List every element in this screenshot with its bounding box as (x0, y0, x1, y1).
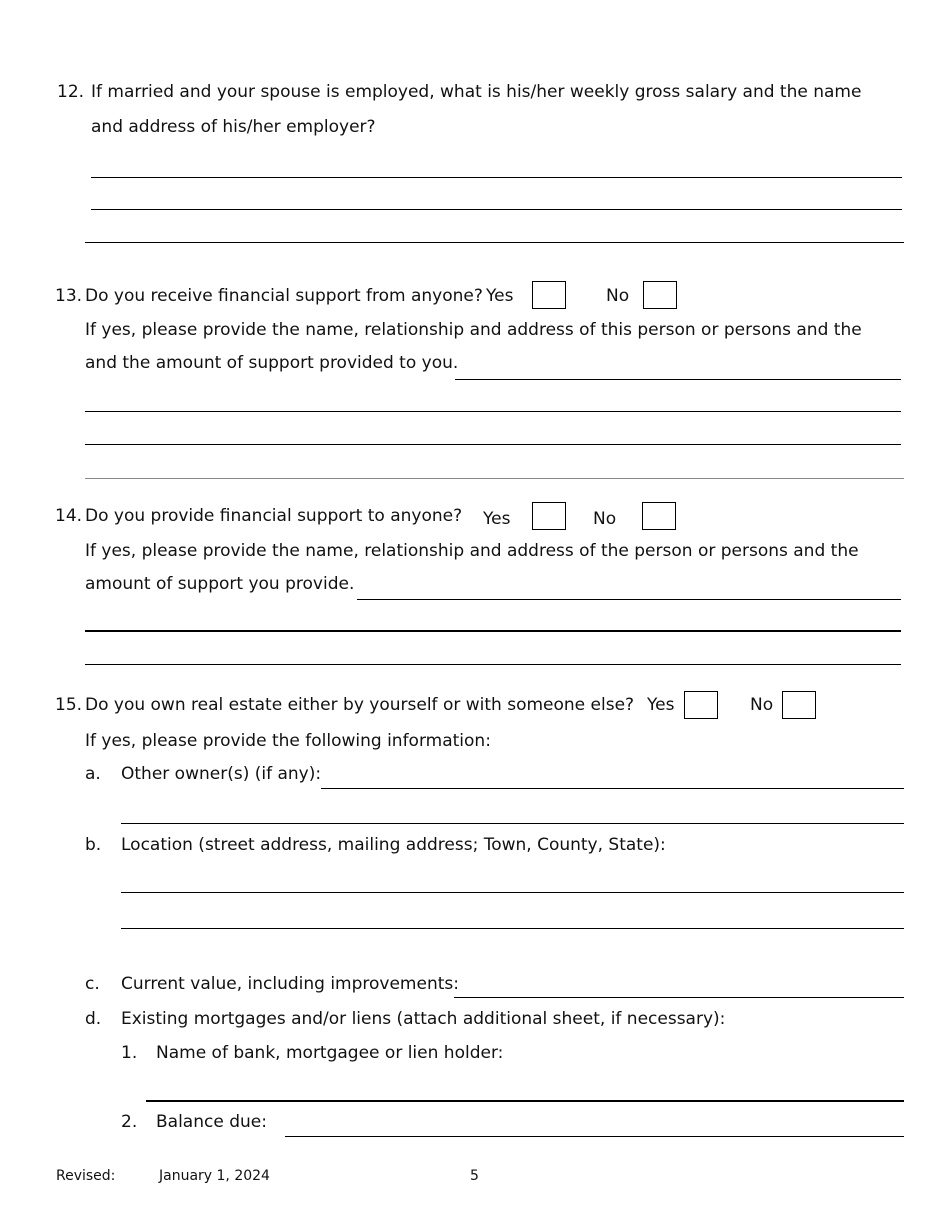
q14-no-checkbox[interactable] (642, 502, 676, 530)
q15b-label: Location (street address, mailing address; Town, County, State): (121, 835, 666, 855)
q15-number: 15. (55, 695, 83, 715)
q15-yes-label: Yes (647, 695, 675, 715)
footer-revised-label: Revised: (56, 1168, 116, 1184)
q14-question: Do you provide financial support to anyone? (85, 506, 463, 526)
q15a-label: Other owner(s) (if any): (121, 764, 322, 784)
q15c-answer-line[interactable] (454, 997, 904, 998)
q13-answer-line-3[interactable] (85, 444, 901, 445)
q15a-letter: a. (85, 764, 101, 784)
q13-text-line2: If yes, please provide the name, relationship and address of this person or persons and the (85, 320, 862, 340)
q15a-answer-line-2[interactable] (121, 823, 904, 824)
q12-answer-line-1[interactable] (91, 177, 902, 178)
q12-answer-line-2[interactable] (91, 209, 902, 210)
q15-intro: If yes, please provide the following information: (85, 731, 491, 751)
q14-yes-checkbox[interactable] (532, 502, 566, 530)
q12-number: 12. (57, 82, 85, 102)
q15b-answer-line-2[interactable] (121, 928, 904, 929)
q15b-answer-line-1[interactable] (121, 892, 904, 893)
q14-text-line2: If yes, please provide the name, relationship and address of the person or persons and the (85, 541, 859, 561)
q15d-item2-num: 2. (121, 1112, 138, 1132)
q15-yes-checkbox[interactable] (684, 691, 718, 719)
q15c-letter: c. (85, 974, 100, 994)
q15a-answer-line-1[interactable] (321, 788, 904, 789)
q13-answer-line-1[interactable] (455, 379, 901, 380)
q15-no-checkbox[interactable] (782, 691, 816, 719)
q14-number: 14. (55, 506, 83, 526)
q12-text-line1: If married and your spouse is employed, what is his/her weekly gross salary and the name (91, 82, 862, 102)
q15d-item1-answer-line[interactable] (146, 1100, 904, 1102)
q15-question: Do you own real estate either by yourself or with someone else? (85, 695, 635, 715)
q12-text-line2: and address of his/her employer? (91, 117, 376, 137)
q13-question: Do you receive financial support from anyone? (85, 286, 483, 306)
q13-yes-label: Yes (486, 286, 514, 306)
q12-answer-line-3[interactable] (85, 242, 904, 243)
q14-text-line3: amount of support you provide. (85, 574, 355, 594)
q14-no-label: No (593, 509, 617, 529)
q15d-item1-label: Name of bank, mortgagee or lien holder: (156, 1043, 504, 1063)
q14-yes-label: Yes (483, 509, 511, 529)
q13-answer-line-4[interactable] (85, 478, 904, 479)
q15d-item2-answer-line[interactable] (285, 1136, 904, 1137)
q14-answer-line-2[interactable] (85, 630, 901, 632)
q13-no-checkbox[interactable] (643, 281, 677, 309)
q15d-letter: d. (85, 1009, 102, 1029)
q15c-label: Current value, including improvements: (121, 974, 459, 994)
page-number: 5 (470, 1168, 479, 1184)
q14-answer-line-3[interactable] (85, 664, 901, 665)
q13-answer-line-2[interactable] (85, 411, 901, 412)
q15d-label: Existing mortgages and/or liens (attach additional sheet, if necessary): (121, 1009, 726, 1029)
footer-revised-date: January 1, 2024 (159, 1168, 270, 1184)
q15-no-label: No (750, 695, 774, 715)
q13-yes-checkbox[interactable] (532, 281, 566, 309)
q15b-letter: b. (85, 835, 102, 855)
q15d-item2-label: Balance due: (156, 1112, 267, 1132)
q13-text-line3: and the amount of support provided to you. (85, 353, 459, 373)
q14-answer-line-1[interactable] (357, 599, 901, 600)
q15d-item1-num: 1. (121, 1043, 138, 1063)
q13-number: 13. (55, 286, 83, 306)
q13-no-label: No (606, 286, 630, 306)
